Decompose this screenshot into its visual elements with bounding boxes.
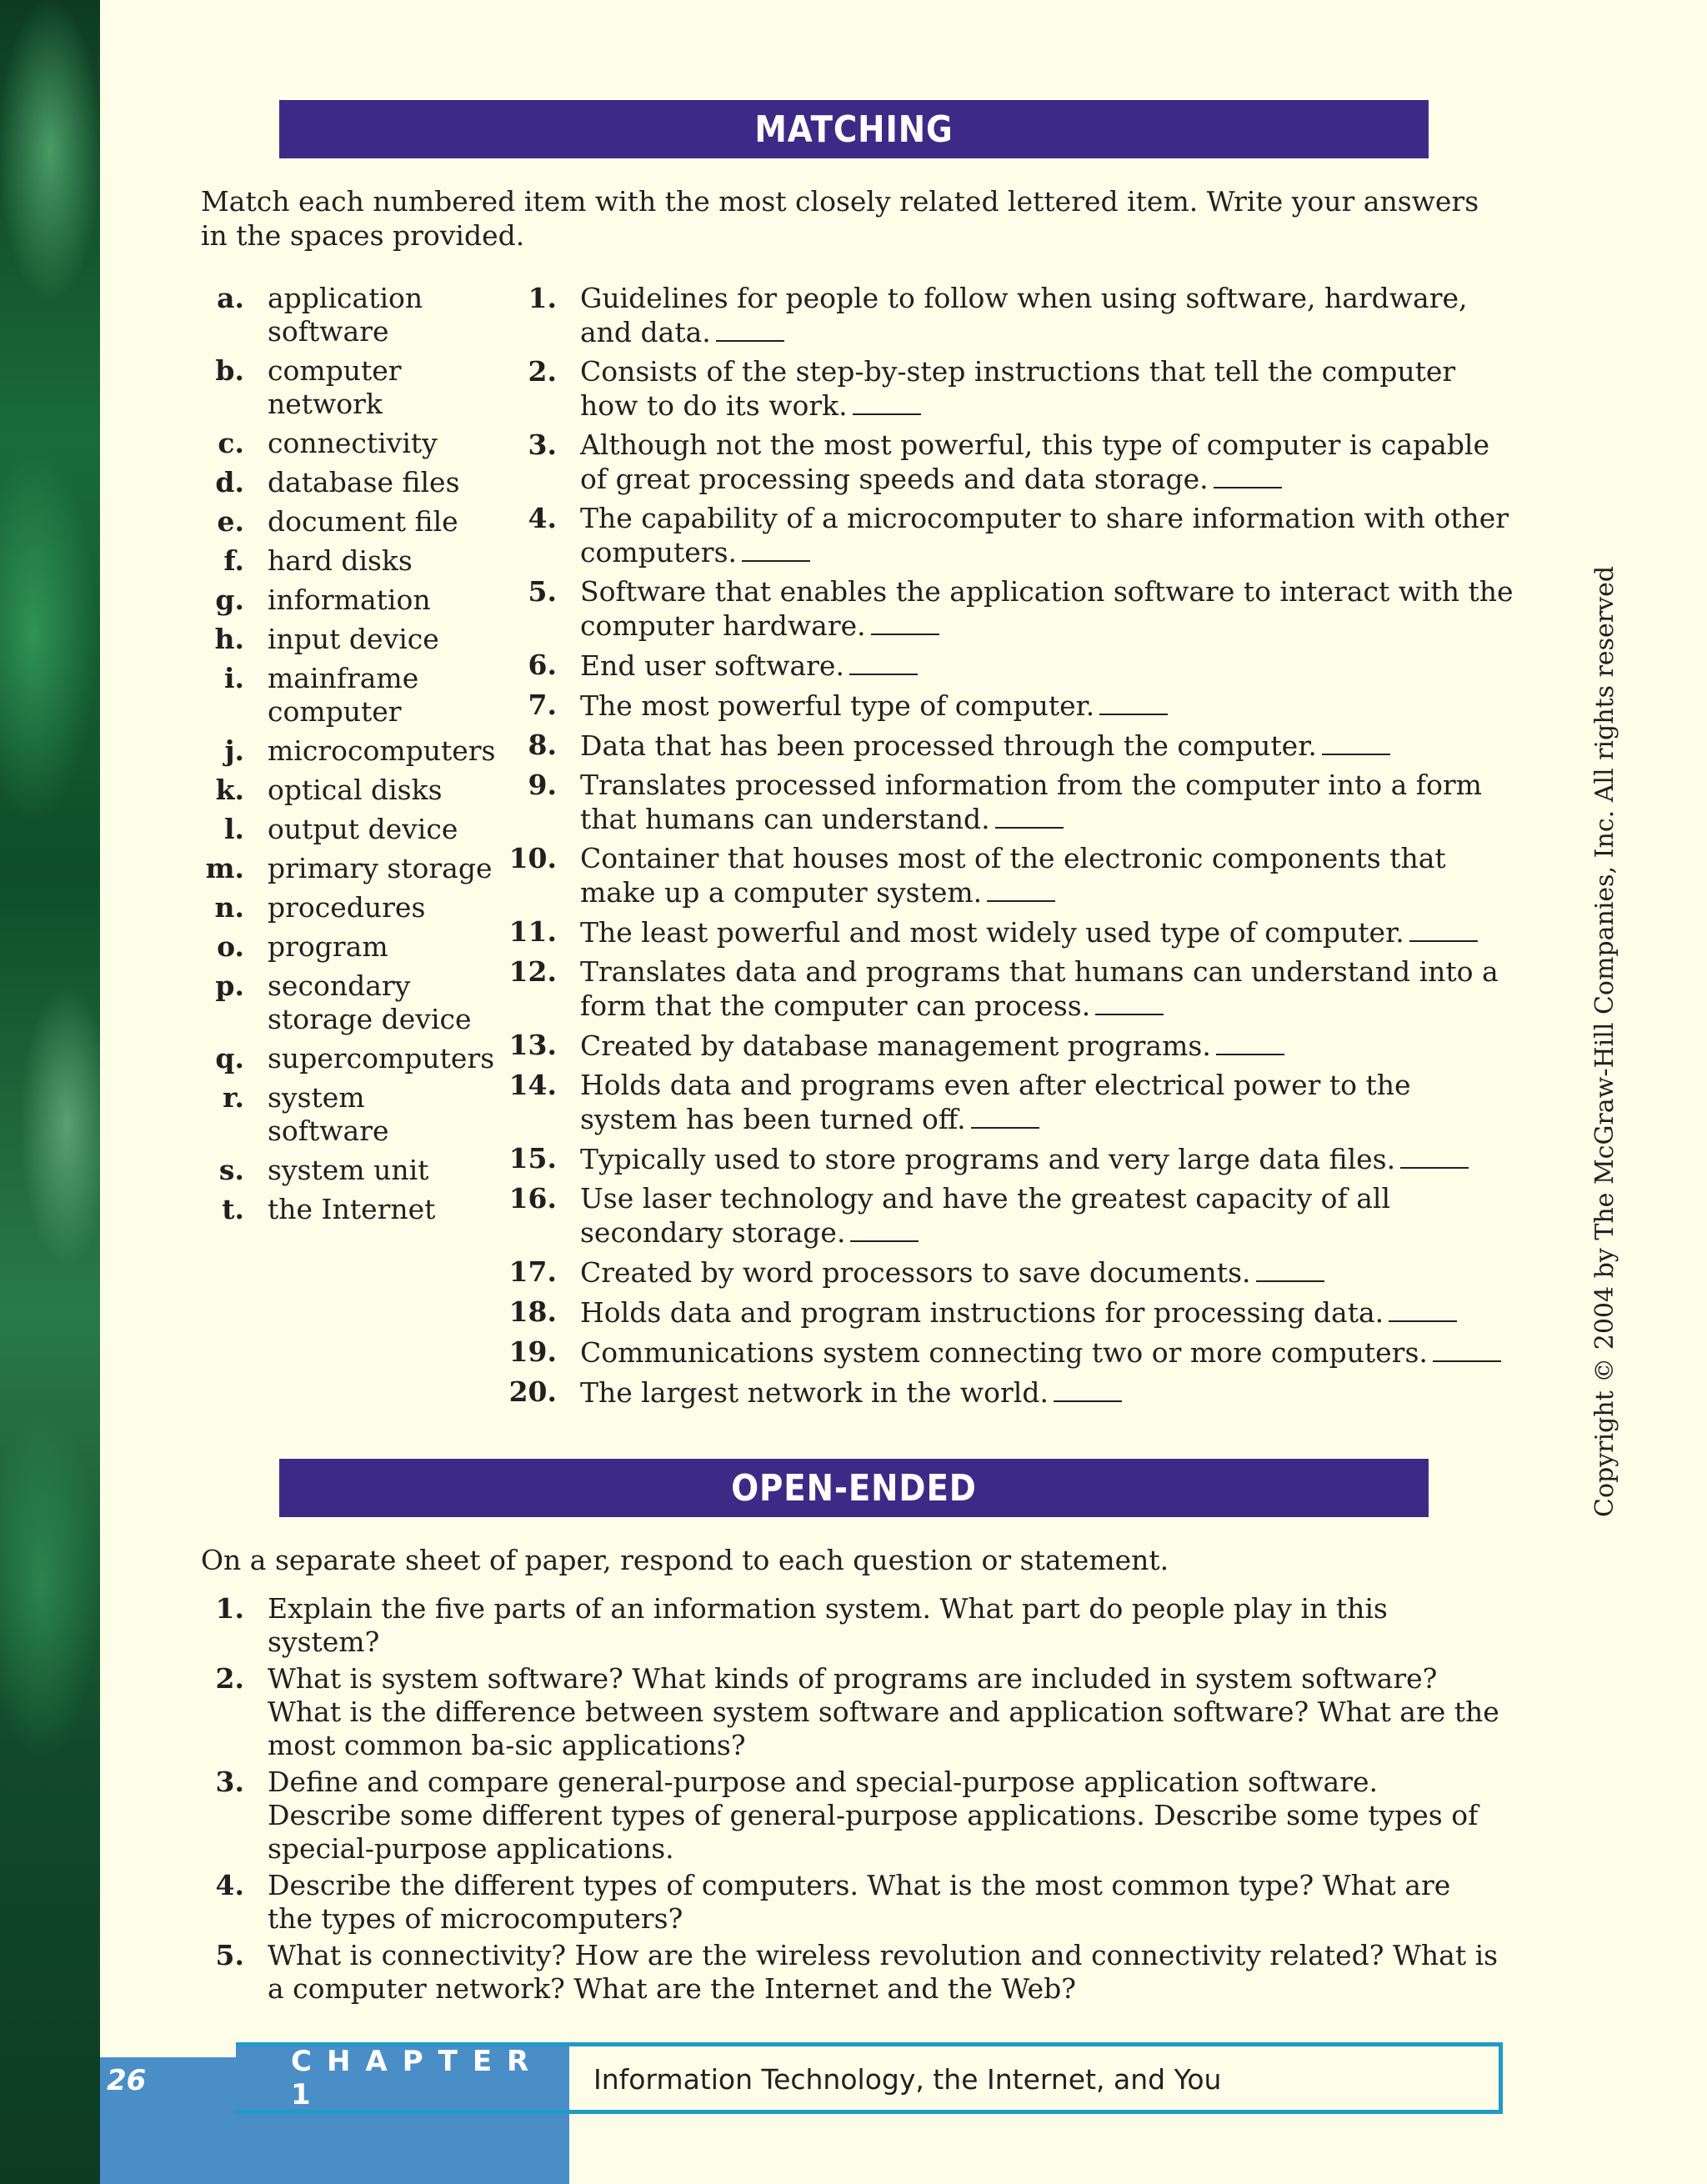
- open-ended-question: [201, 1766, 1518, 1866]
- open-ended-heading-bar: [279, 1459, 1429, 1517]
- term-item: [201, 734, 501, 768]
- matching-item: [500, 1375, 1517, 1410]
- matching-item: [500, 955, 1517, 1023]
- question-number: 1.: [215, 1592, 244, 1625]
- item-text: Although not the most powerful, this type of computer is capable of great processing speeds and data storage.: [580, 428, 1490, 495]
- answer-blank[interactable]: [1054, 1375, 1122, 1402]
- item-number: 2.: [528, 355, 557, 388]
- term-item: [201, 282, 501, 348]
- answer-blank[interactable]: [1216, 1029, 1284, 1055]
- matching-item: [500, 282, 1517, 349]
- open-ended-question: [201, 1662, 1518, 1762]
- term-letter: t.: [222, 1193, 244, 1225]
- matching-item: [500, 689, 1517, 723]
- term-letter: f.: [223, 544, 244, 577]
- answer-blank[interactable]: [1322, 729, 1390, 755]
- item-text: Container that houses most of the electronic components that make up a computer system.: [580, 842, 1446, 909]
- item-number: 1.: [528, 282, 557, 314]
- term-item: [201, 584, 501, 617]
- term-text: optical disks: [268, 774, 443, 806]
- term-item: [201, 1042, 501, 1075]
- question-number: 3.: [215, 1766, 244, 1798]
- term-text: system unit: [268, 1154, 429, 1186]
- item-text-wrap: [580, 1255, 1514, 1290]
- matching-item: [500, 1029, 1517, 1063]
- answer-blank[interactable]: [1389, 1295, 1457, 1322]
- answer-blank[interactable]: [1400, 1142, 1469, 1169]
- term-text: output device: [268, 813, 458, 845]
- item-text: The least powerful and most widely used type of computer.: [580, 916, 1404, 949]
- item-number: 3.: [528, 428, 557, 461]
- term-text: microcomputers: [268, 734, 496, 767]
- term-item: [201, 813, 501, 846]
- item-number: 10.: [508, 842, 557, 874]
- item-text-wrap: [580, 689, 1514, 723]
- item-text-wrap: [580, 649, 1514, 683]
- item-text: The capability of a microcomputer to share information with other computers.: [580, 502, 1509, 569]
- item-number: 12.: [508, 955, 557, 988]
- question-text: What is connectivity? How are the wireless revolution and connectivity related? What is a computer network? What are the Internet and the Web?: [268, 1939, 1499, 2005]
- item-text: Guidelines for people to follow when using software, hardware, and data.: [580, 282, 1468, 348]
- matching-item: [500, 428, 1517, 496]
- item-number: 20.: [508, 1375, 557, 1408]
- term-text: system software: [268, 1081, 389, 1147]
- item-number: 19.: [508, 1335, 557, 1368]
- item-number: 16.: [508, 1182, 557, 1215]
- term-letter: s.: [218, 1154, 244, 1186]
- item-text-wrap: [580, 1069, 1514, 1136]
- matching-heading: MATCHING: [754, 108, 954, 151]
- term-text: computer network: [268, 354, 402, 420]
- answer-blank[interactable]: [853, 388, 921, 415]
- item-text-wrap: [580, 1182, 1514, 1250]
- item-number: 5.: [528, 575, 557, 608]
- matching-item: [500, 575, 1517, 643]
- matching-heading-bar: [279, 100, 1429, 158]
- term-letter: p.: [215, 969, 244, 1002]
- term-letter: l.: [223, 813, 244, 845]
- answer-blank[interactable]: [1256, 1255, 1324, 1282]
- answer-blank[interactable]: [850, 1215, 919, 1242]
- term-text: supercomputers: [268, 1042, 495, 1074]
- chapter-label: CHAPTER 1: [236, 2046, 569, 2110]
- term-item: [201, 1193, 501, 1226]
- matching-item: [500, 915, 1517, 949]
- matching-item: [500, 769, 1517, 836]
- item-text: Translates data and programs that humans can understand into a form that the computer can process.: [580, 955, 1499, 1022]
- term-text: application software: [268, 282, 423, 348]
- item-text: End user software.: [580, 649, 844, 682]
- answer-blank[interactable]: [1214, 462, 1282, 488]
- item-number: 14.: [508, 1069, 557, 1101]
- open-ended-question: [201, 1592, 1518, 1659]
- matching-item: [500, 729, 1517, 763]
- term-text: document file: [268, 505, 458, 538]
- term-item: [201, 1154, 501, 1187]
- item-text: Holds data and programs even after electrical power to the system has been turned off.: [580, 1069, 1411, 1135]
- item-text: Software that enables the application software to interact with the computer hardware.: [580, 575, 1514, 642]
- term-item: [201, 969, 501, 1036]
- matching-item: [500, 1142, 1517, 1176]
- item-number: 17.: [508, 1255, 557, 1288]
- question-text: What is system software? What kinds of programs are included in system software? What is the difference between system software and application software? What are the most common ba-sic applications?: [268, 1662, 1499, 1761]
- decorative-side-strip: [0, 0, 100, 2184]
- term-item: [201, 354, 501, 421]
- open-ended-question: [201, 1939, 1518, 2006]
- item-number: 15.: [508, 1142, 557, 1175]
- item-number: 7.: [528, 689, 557, 721]
- answer-blank[interactable]: [716, 315, 784, 342]
- questions-list: [201, 1592, 1518, 2009]
- term-item: [201, 852, 501, 885]
- copyright-notice: Copyright © 2004 by The McGraw-Hill Companies, Inc. All rights reserved: [1590, 565, 1619, 1517]
- term-letter: d.: [215, 466, 244, 498]
- item-number: 11.: [508, 915, 557, 948]
- term-text: database files: [268, 466, 460, 498]
- chapter-title: Information Technology, the Internet, and You: [593, 2063, 1222, 2096]
- term-item: [201, 774, 501, 807]
- page-number: 26: [107, 2064, 147, 2097]
- item-text-wrap: [580, 729, 1514, 763]
- term-letter: n.: [214, 891, 244, 924]
- term-text: primary storage: [268, 852, 493, 884]
- term-item: [201, 505, 501, 538]
- term-letter: h.: [214, 623, 244, 655]
- item-number: 8.: [528, 729, 557, 761]
- term-letter: j.: [224, 734, 244, 767]
- item-text: Data that has been processed through the computer.: [580, 729, 1317, 762]
- answer-blank[interactable]: [1099, 689, 1168, 715]
- open-ended-heading: OPEN-ENDED: [731, 1466, 977, 1510]
- question-number: 4.: [215, 1869, 244, 1901]
- item-number: 18.: [508, 1295, 557, 1328]
- term-item: [201, 427, 501, 460]
- term-letter: o.: [217, 930, 244, 963]
- item-text-wrap: [580, 575, 1514, 643]
- item-text-wrap: [580, 915, 1514, 949]
- item-text: The most powerful type of computer.: [580, 689, 1095, 722]
- term-text: mainframe computer: [268, 662, 419, 728]
- answer-blank[interactable]: [1433, 1335, 1501, 1362]
- term-text: secondary storage device: [268, 969, 472, 1035]
- term-text: program: [268, 930, 388, 963]
- term-text: procedures: [268, 891, 426, 924]
- term-letter: a.: [217, 282, 244, 314]
- answer-blank[interactable]: [742, 535, 810, 562]
- item-text-wrap: [580, 842, 1514, 909]
- term-item: [201, 466, 501, 499]
- term-item: [201, 544, 501, 578]
- matching-item: [500, 1295, 1517, 1330]
- item-text: Typically used to store programs and very large data files.: [580, 1143, 1396, 1175]
- term-letter: g.: [215, 584, 244, 616]
- term-letter: k.: [215, 774, 244, 806]
- term-letter: r.: [223, 1081, 244, 1114]
- item-text: Communications system connecting two or more computers.: [580, 1336, 1428, 1369]
- item-text: Created by word processors to save documents.: [580, 1256, 1251, 1289]
- term-letter: e.: [217, 505, 244, 538]
- matching-item: [500, 1182, 1517, 1250]
- term-letter: b.: [215, 354, 244, 387]
- question-number: 5.: [215, 1939, 244, 1971]
- terms-list: [201, 282, 501, 1232]
- item-number: 4.: [528, 502, 557, 534]
- term-letter: c.: [218, 427, 244, 459]
- term-item: [201, 662, 501, 729]
- item-number: 6.: [528, 649, 557, 681]
- item-text: Consists of the step-by-step instructions that tell the computer how to do its work.: [580, 355, 1456, 422]
- answer-blank[interactable]: [987, 875, 1055, 902]
- term-text: hard disks: [268, 544, 413, 577]
- item-number: 9.: [528, 769, 557, 801]
- term-item: [201, 891, 501, 924]
- item-number: 13.: [508, 1029, 557, 1061]
- question-number: 2.: [215, 1662, 244, 1695]
- item-text-wrap: [580, 1375, 1514, 1410]
- matching-item: [500, 1069, 1517, 1136]
- matching-intro: Match each numbered item with the most closely related lettered item. Write your answers in the spaces provided.: [201, 185, 1479, 252]
- item-text-wrap: [580, 282, 1514, 349]
- matching-item: [500, 355, 1517, 423]
- open-ended-intro: On a separate sheet of paper, respond to each question or statement.: [201, 1544, 1169, 1576]
- term-text: the Internet: [268, 1193, 436, 1225]
- matching-item: [500, 1255, 1517, 1290]
- matching-item: [500, 502, 1517, 569]
- answer-blank[interactable]: [995, 802, 1064, 829]
- item-text: Holds data and program instructions for processing data.: [580, 1296, 1384, 1329]
- answer-blank[interactable]: [849, 649, 918, 675]
- matching-item: [500, 1335, 1517, 1370]
- item-text-wrap: [580, 1295, 1514, 1330]
- answer-blank[interactable]: [1409, 915, 1478, 942]
- term-letter: i.: [223, 662, 244, 694]
- answer-blank[interactable]: [1095, 989, 1164, 1015]
- item-text-wrap: [580, 1029, 1514, 1063]
- item-text: Use laser technology and have the greatest capacity of all secondary storage.: [580, 1182, 1391, 1249]
- item-text: Translates processed information from the computer into a form that humans can understand.: [580, 769, 1482, 835]
- term-text: input device: [268, 623, 439, 655]
- item-text-wrap: [580, 769, 1514, 836]
- item-text: Created by database management programs.: [580, 1029, 1211, 1062]
- matching-item: [500, 842, 1517, 909]
- item-text: The largest network in the world.: [580, 1376, 1049, 1409]
- item-text-wrap: [580, 1335, 1514, 1370]
- term-item: [201, 623, 501, 656]
- question-text: Describe the different types of computers. What is the most common type? What are the types of microcomputers?: [268, 1869, 1451, 1935]
- term-item: [201, 930, 501, 964]
- question-text: Explain the five parts of an information system. What part do people play in this system?: [268, 1592, 1388, 1658]
- item-text-wrap: [580, 1142, 1514, 1176]
- term-text: information: [268, 584, 431, 616]
- term-letter: q.: [215, 1042, 244, 1074]
- term-text: connectivity: [268, 427, 438, 459]
- answer-blank[interactable]: [971, 1102, 1039, 1129]
- question-text: Define and compare general-purpose and special-purpose application software. Describe some different types of general-purpose applications. Describe some types of special-purpose applications.: [268, 1766, 1479, 1865]
- term-item: [201, 1081, 501, 1148]
- term-letter: m.: [205, 852, 244, 884]
- item-text-wrap: [580, 955, 1514, 1023]
- item-text-wrap: [580, 502, 1514, 569]
- answer-blank[interactable]: [871, 609, 939, 635]
- item-text-wrap: [580, 355, 1514, 423]
- item-text-wrap: [580, 428, 1514, 496]
- matching-item: [500, 649, 1517, 683]
- open-ended-question: [201, 1869, 1518, 1936]
- items-list: [500, 282, 1517, 1415]
